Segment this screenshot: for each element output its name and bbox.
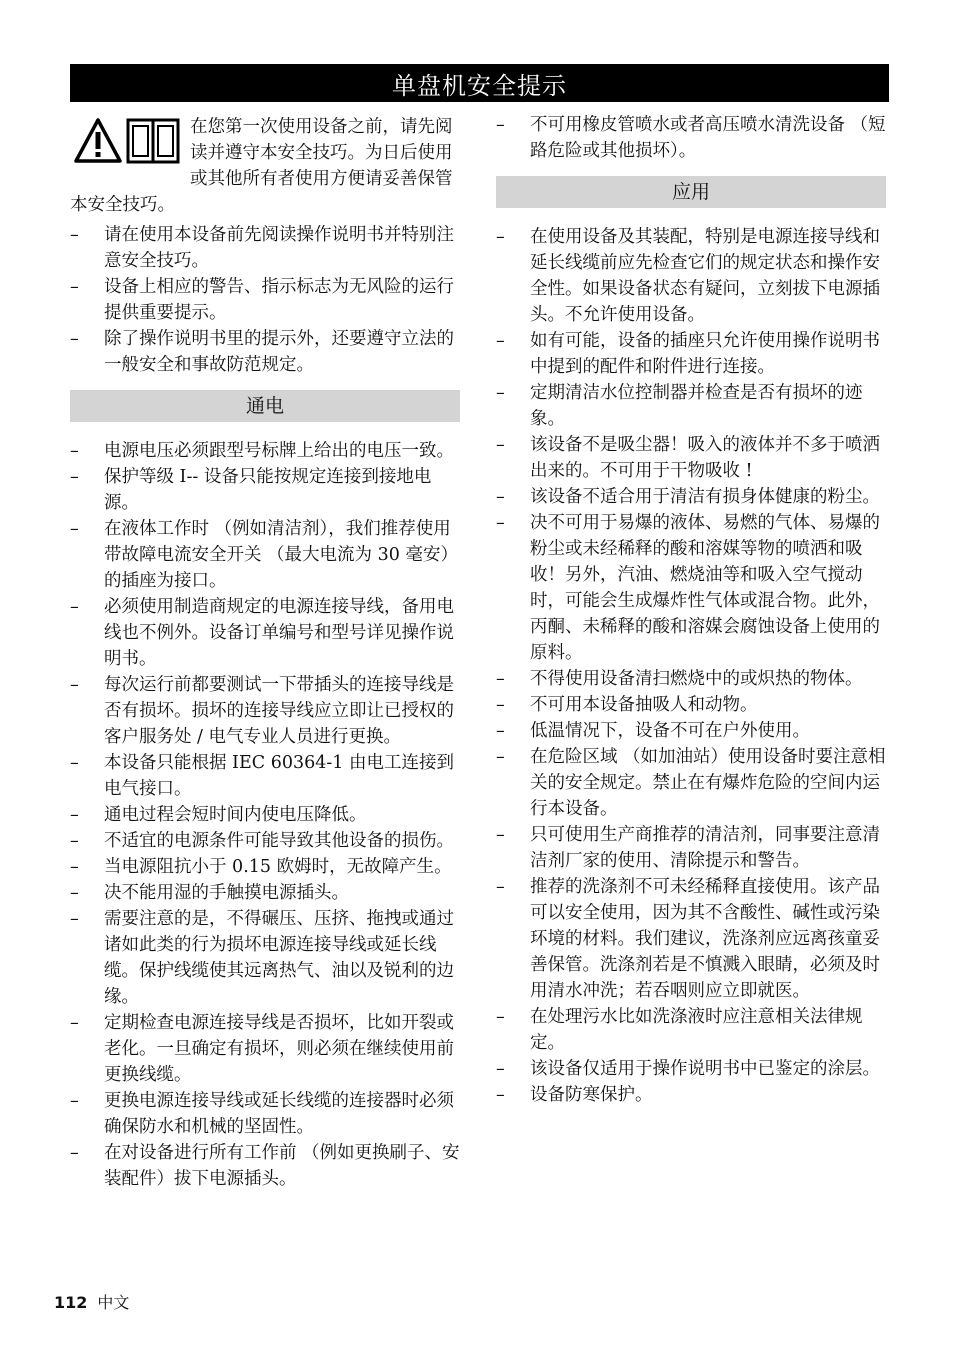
list-item: – 只可使用生产商推荐的清洁剂，同事要注意清洁剂厂家的使用、清除提示和警告。	[496, 825, 880, 871]
list-item: – 在对设备进行所有工作前 （例如更换刷子、安装配件）拔下电源插头。	[70, 1143, 460, 1189]
section-header-use: 应用	[496, 176, 886, 208]
list-item: – 在液体工作时 （例如清洁剂），我们推荐使用带故障电流安全开关 （最大电流为 30 毫安）的插座为接口。	[70, 519, 458, 591]
manual-book-icon	[126, 118, 180, 164]
list-item: – 当电源阻抗小于 0.15 欧姆时，无故障产生。	[70, 857, 452, 877]
list-item: – 在处理污水比如洗涤液时应注意相关法律规定。	[496, 1007, 863, 1053]
page-footer	[54, 1290, 129, 1313]
list-item: – 该设备不是吸尘器！吸入的液体并不多于喷洒出来的。不可用于干物吸收 !	[496, 435, 880, 481]
section-header-power: 通电	[70, 390, 460, 422]
power-safety-list	[70, 438, 460, 1192]
list-item: – 请在使用本设备前先阅读操作说明书并特别注意安全技巧。	[70, 225, 454, 271]
list-item: – 低温情况下，设备不可在户外使用。	[496, 721, 810, 741]
right-column	[496, 112, 886, 1108]
list-item: – 定期检查电源连接导线是否损坏，比如开裂或老化。一旦确定有损坏，则必须在继续使用前更换线缆。	[70, 1013, 454, 1085]
warning-icons	[74, 118, 182, 166]
page-number: 112	[54, 1293, 88, 1312]
list-item: – 不可用本设备抽吸人和动物。	[496, 695, 758, 715]
cleaning-safety-list	[496, 112, 886, 164]
list-item: – 必须使用制造商规定的电源连接导线，备用电线也不例外。设备订单编号和型号详见操作说明书。	[70, 597, 454, 669]
list-item: – 如有可能，设备的插座只允许使用操作说明书中提到的配件和附件进行连接。	[496, 331, 880, 377]
intro-block	[70, 114, 460, 218]
list-item: – 在使用设备及其装配，特别是电源连接导线和延长线缆前应先检查它们的规定状态和操作安全性。如果设备状态有疑问，立刻拔下电源插头。不允许使用设备。	[496, 227, 880, 325]
list-item: – 不适宜的电源条件可能导致其他设备的损伤。	[70, 831, 454, 851]
general-safety-list	[70, 222, 460, 378]
list-item: – 电源电压必须跟型号标牌上给出的电压一致。	[70, 441, 454, 461]
list-item: – 该设备仅适用于操作说明书中已鉴定的涂层。	[496, 1059, 880, 1079]
page-title: 单盘机安全提示	[70, 64, 889, 102]
warning-triangle-icon	[74, 118, 122, 164]
list-item: – 推荐的洗涤剂不可未经稀释直接使用。该产品可以安全使用，因为其不含酸性、碱性或污染环境的材料。我们建议，洗涤剂应远离孩童妥善保管。洗涤剂若是不慎溅入眼睛，必须及时用清水冲洗；若吞咽则应立即就医。	[496, 877, 880, 1001]
list-item: – 不可用橡皮管喷水或者高压喷水清洗设备 （短路危险或其他损坏）。	[496, 115, 886, 161]
language-label: 中文	[97, 1293, 130, 1312]
list-item: – 除了操作说明书里的提示外，还要遵守立法的一般安全和事故防范规定。	[70, 329, 454, 375]
use-safety-list	[496, 224, 886, 1108]
list-item: – 需要注意的是，不得碾压、压挤、拖拽或通过诸如此类的行为损坏电源连接导线或延长线缆。保护线缆使其远离热气、油以及锐利的边缘。	[70, 909, 454, 1007]
list-item: – 通电过程会短时间内使电压降低。	[70, 805, 367, 825]
list-item: – 设备上相应的警告、指示标志为无风险的运行提供重要提示。	[70, 277, 454, 323]
list-item: – 每次运行前都要测试一下带插头的连接导线是否有损坏。损坏的连接导线应立即让已授权的客户服务处 / 电气专业人员进行更换。	[70, 675, 454, 747]
list-item: – 定期清洁水位控制器并检查是否有损坏的迹象。	[496, 383, 863, 429]
list-item: – 本设备只能根据 IEC 60364-1 由电工连接到电气接口。	[70, 753, 454, 799]
list-item: – 保护等级 I-- 设备只能按规定连接到接地电源。	[70, 467, 432, 513]
list-item: – 决不可用于易爆的液体、易燃的气体、易爆的粉尘或未经稀释的酸和溶媒等物的喷洒和吸收！另外，汽油、燃烧油等和吸入空气搅动时，可能会生成爆炸性气体或混合物。此外，丙酮、未稀释的酸和溶媒会腐蚀设备上使用的原料。	[496, 513, 880, 663]
list-item: – 该设备不适合用于清洁有损身体健康的粉尘。	[496, 487, 880, 507]
list-item: – 不得使用设备清扫燃烧中的或炽热的物体。	[496, 669, 863, 689]
list-item: – 更换电源连接导线或延长线缆的连接器时必须确保防水和机械的坚固性。	[70, 1091, 454, 1137]
list-item: – 决不能用湿的手触摸电源插头。	[70, 883, 349, 903]
left-column	[70, 114, 460, 1192]
list-item: – 设备防寒保护。	[496, 1085, 653, 1105]
list-item: – 在危险区域 （如加油站）使用设备时要注意相关的安全规定。禁止在有爆炸危险的空间内运行本设备。	[496, 747, 886, 819]
intro-text: 在您第一次使用设备之前，请先阅读并遵守本安全技巧。为日后使用或其他所有者使用方便请妥善保管本安全技巧。	[70, 117, 453, 215]
